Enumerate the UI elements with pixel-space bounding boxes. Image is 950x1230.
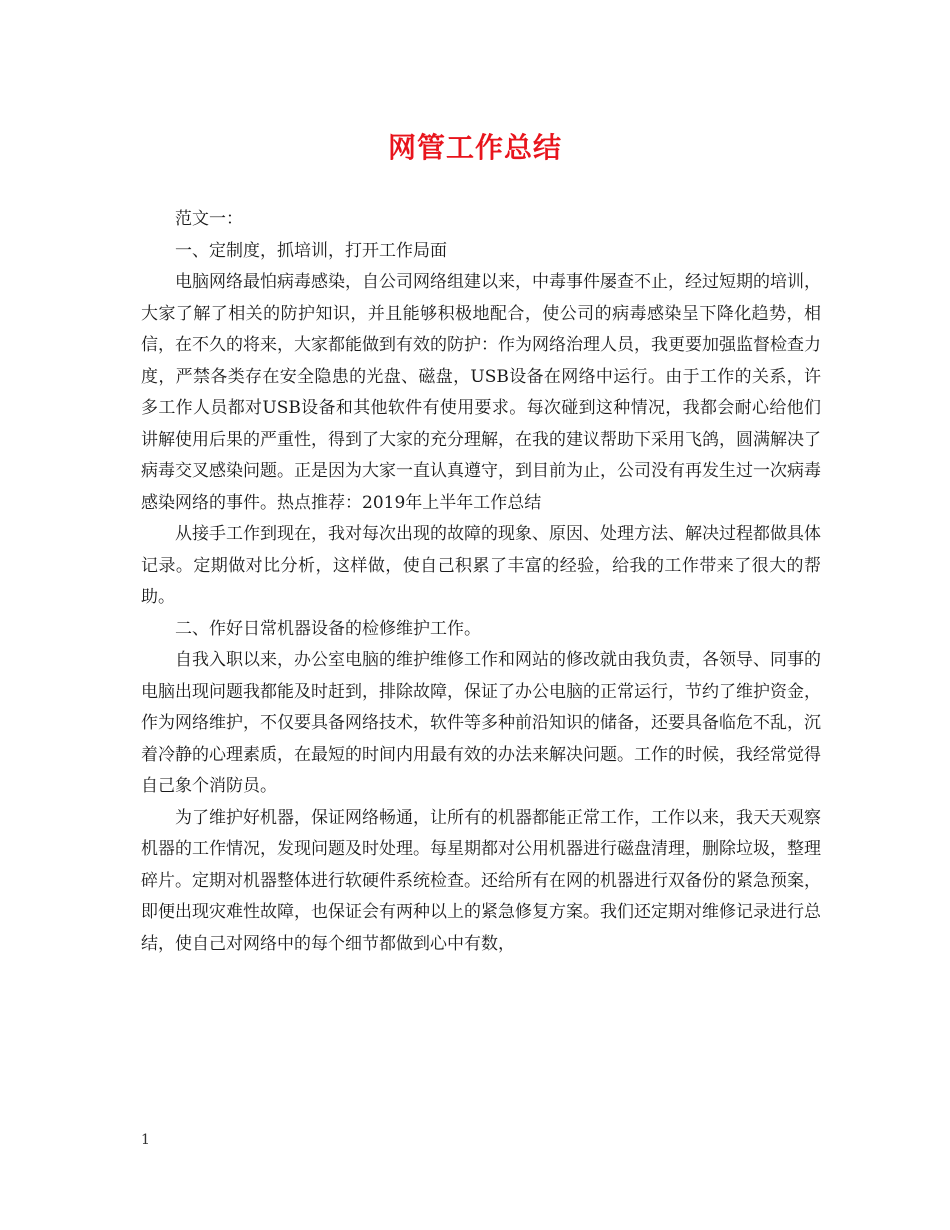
document-title: 网管工作总结 (387, 131, 562, 164)
paragraph: 自我入职以来，办公室电脑的维护维修工作和网站的修改就由我负责，各领导、同事的电脑出现问题我都能及时赶到，排除故障，保证了办公电脑的正常运行，节约了维护资金，作为网络维护，不仅要具备网络技术，软件等多种前沿知识的储备，还要具备临危不乱，沉着冷静的心理素质，在最短的时间内用最有效的办法来解决问题。工作的时候，我经常觉得自己象个消防员。 (141, 650, 821, 796)
section-heading-1: 一、定制度，抓培训，打开工作局面 (175, 240, 447, 261)
paragraph: 为了维护好机器，保证网络畅通，让所有的机器都能正常工作，工作以来，我天天观察机器的工作情况，发现问题及时处理。每星期都对公用机器进行磁盘清理，删除垃圾，整理碎片。定期对机器整体进行软硬件系统检查。还给所有在网的机器进行双备份的紧急预案，即便出现灾难性故障，也保证会有两种以上的紧急修复方案。我们还定期对维修记录进行总结，使自己对网络中的每个细节都做到心中有数， (141, 807, 821, 954)
paragraph: 电脑网络最怕病毒感染，自公司网络组建以来，中毒事件屡查不止，经过短期的培训，大家了解了相关的防护知识，并且能够积极地配合，使公司的病毒感染呈下降化趋势，相信，在不久的将来，大家都能做到有效的防护：作为网络治理人员，我更要加强监督检查力度，严禁各类存在安全隐患的光盘、磁盘，USB设备在网络中运行。由于工作的关系，许多工作人员都对USB设备和其他软件有使用要求。每次碰到这种情况，我都会耐心给他们讲解使用后果的严重性，得到了大家的充分理解，在我的建议帮助下采用飞鸽，圆满解决了病毒交叉感染问题。正是因为大家一直认真遵守，到目前为止，公司没有再发生过一次病毒感染网络的事件。热点推荐：2019年上半年工作总结 (141, 272, 821, 513)
section-heading-2: 二、作好日常机器设备的检修维护工作。 (175, 618, 481, 639)
document-body (141, 204, 821, 960)
page-number: 1 (141, 1132, 150, 1148)
paragraph: 从接手工作到现在，我对每次出现的故障的现象、原因、处理方法、解决过程都做具体记录。定期做对比分析，这样做，使自己积累了丰富的经验，给我的工作带来了很大的帮助。 (141, 524, 821, 607)
paragraph-intro-label: 范文一： (175, 209, 243, 229)
